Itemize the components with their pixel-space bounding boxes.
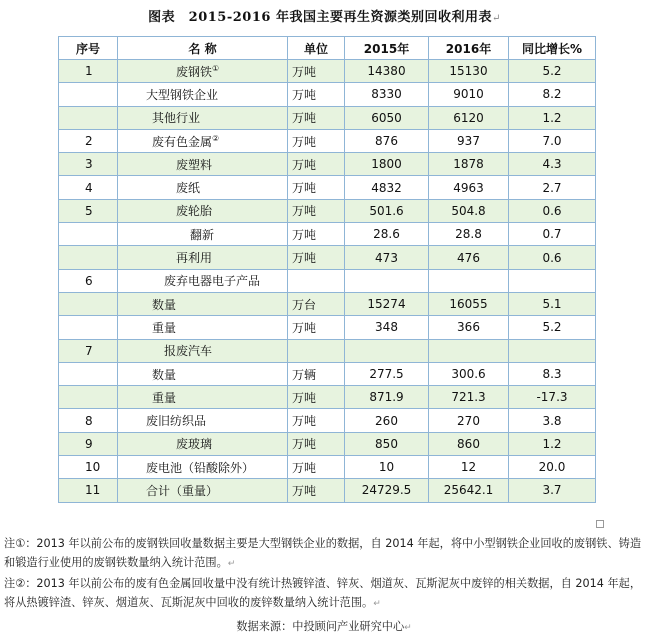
cell-unit-text: 万吨	[292, 437, 317, 452]
cell-2016	[429, 479, 509, 502]
cell-2015-text: 871.9	[369, 390, 404, 405]
cell-2015-text: 876	[375, 134, 398, 149]
cell-2015	[345, 176, 429, 199]
cell-name	[118, 83, 288, 106]
cell-index-text: 7	[85, 343, 93, 358]
cell-growth	[509, 362, 596, 385]
cell-unit	[288, 153, 345, 176]
header-2016: 2016年	[429, 37, 509, 60]
cell-index-text: 1	[85, 64, 93, 79]
cell-2015-text: 348	[375, 320, 398, 335]
cell-2015-text: 24729.5	[361, 483, 412, 498]
cell-name-text: 废轮胎	[176, 204, 213, 219]
table-row	[59, 316, 596, 339]
cell-name	[118, 153, 288, 176]
cell-2015-text: 501.6	[369, 203, 404, 218]
cell-index-text: 4	[85, 180, 93, 195]
cell-index	[59, 199, 118, 222]
cell-unit-text: 万辆	[292, 367, 317, 382]
table-row	[59, 432, 596, 455]
cell-name-text: 数量	[152, 367, 177, 382]
cell-name	[118, 386, 288, 409]
cell-growth	[509, 83, 596, 106]
cell-growth	[509, 479, 596, 502]
table-title-text: 图表 2015-2016 年我国主要再生资源类别回收利用表	[148, 10, 492, 25]
cell-unit	[288, 223, 345, 246]
footnote-2	[4, 574, 644, 614]
cell-index	[59, 269, 118, 292]
cell-unit-text: 万吨	[292, 320, 317, 335]
data-source-text: 数据来源：中投顾问产业研究中心	[236, 620, 405, 633]
table-row	[59, 153, 596, 176]
table-row	[59, 106, 596, 129]
cell-index	[59, 432, 118, 455]
header-unit: 单位	[288, 37, 345, 60]
cell-unit	[288, 409, 345, 432]
cell-name	[118, 246, 288, 269]
cell-name	[118, 479, 288, 502]
cell-name	[118, 409, 288, 432]
cell-unit	[288, 292, 345, 315]
cell-unit	[288, 456, 345, 479]
cell-name-text: 废纸	[176, 181, 201, 196]
paragraph-mark-icon: ↵	[373, 599, 381, 609]
cell-unit-text: 万吨	[292, 390, 317, 405]
cell-2016	[429, 362, 509, 385]
cell-2015-text: 4832	[371, 180, 402, 195]
cell-index-text: 11	[85, 483, 101, 498]
cell-index	[59, 292, 118, 315]
cell-2015	[345, 106, 429, 129]
cell-name	[118, 129, 288, 152]
cell-index-text: 5	[85, 203, 93, 218]
cell-index-text: 8	[85, 413, 93, 428]
table-row	[59, 199, 596, 222]
cell-2015	[345, 362, 429, 385]
cell-unit-text: 万吨	[292, 87, 317, 102]
paragraph-mark-icon: ↵	[404, 623, 412, 633]
cell-index	[59, 479, 118, 502]
cell-name-text: 废弃电器电子产品	[164, 274, 261, 289]
cell-2016-text: 721.3	[451, 390, 486, 405]
cell-2016	[429, 199, 509, 222]
cell-growth-text: -17.3	[536, 390, 568, 405]
cell-2016-text: 28.8	[455, 227, 482, 242]
cell-2015	[345, 246, 429, 269]
data-source	[4, 617, 644, 638]
cell-name	[118, 176, 288, 199]
cell-growth	[509, 339, 596, 362]
cell-index	[59, 316, 118, 339]
cell-unit	[288, 199, 345, 222]
cell-2016	[429, 386, 509, 409]
footnote-marker: ①	[212, 63, 220, 73]
cell-index-text: 3	[85, 157, 93, 172]
cell-2016-text: 476	[457, 250, 480, 265]
cell-unit-text: 万吨	[292, 251, 317, 266]
cell-unit-text: 万吨	[292, 64, 317, 79]
cell-growth	[509, 246, 596, 269]
cell-unit-text: 万吨	[292, 111, 317, 126]
cell-name	[118, 199, 288, 222]
cell-unit	[288, 60, 345, 83]
paragraph-mark-icon: ↵	[491, 13, 501, 24]
cell-index	[59, 153, 118, 176]
cell-unit-text: 万吨	[292, 134, 317, 149]
cell-index	[59, 409, 118, 432]
cell-unit-text: 万吨	[292, 460, 317, 475]
cell-2015-text: 8330	[371, 87, 402, 102]
cell-2016	[429, 339, 509, 362]
cell-name-text: 废有色金属	[152, 134, 213, 149]
cell-2016	[429, 60, 509, 83]
cell-unit	[288, 432, 345, 455]
cell-2015-text: 850	[375, 436, 398, 451]
cell-growth-text: 0.6	[542, 250, 562, 265]
cell-growth	[509, 199, 596, 222]
cell-name	[118, 339, 288, 362]
cell-growth-text: 3.7	[542, 483, 562, 498]
cell-2016	[429, 129, 509, 152]
cell-growth	[509, 316, 596, 339]
table-row	[59, 386, 596, 409]
cell-index	[59, 60, 118, 83]
cell-index	[59, 129, 118, 152]
cell-2016-text: 16055	[449, 297, 488, 312]
cell-unit	[288, 269, 345, 292]
cell-2016	[429, 432, 509, 455]
cell-name	[118, 223, 288, 246]
cell-2016	[429, 153, 509, 176]
cell-growth	[509, 432, 596, 455]
cell-unit-text: 万吨	[292, 204, 317, 219]
cell-index-text: 6	[85, 273, 93, 288]
cell-name-text: 废塑料	[176, 157, 213, 172]
cell-name-text: 废电池（铅酸除外）	[146, 460, 255, 475]
cell-index-text: 10	[85, 460, 101, 475]
cell-index	[59, 456, 118, 479]
table-row	[59, 456, 596, 479]
cell-2016-text: 504.8	[451, 203, 486, 218]
header-name: 名 称	[118, 37, 288, 60]
cell-growth-text: 4.3	[542, 157, 562, 172]
cell-2016	[429, 269, 509, 292]
table-title	[0, 6, 649, 25]
cell-unit-text: 万吨	[292, 483, 317, 498]
cell-unit	[288, 176, 345, 199]
cell-2016	[429, 223, 509, 246]
paragraph-mark-icon: ↵	[227, 559, 236, 569]
cell-2016-text: 12	[460, 460, 477, 475]
cell-unit-text: 万吨	[292, 181, 317, 196]
cell-name-text: 数量	[152, 297, 177, 312]
cell-unit	[288, 362, 345, 385]
cell-name-text: 大型钢铁企业	[146, 87, 219, 102]
recycling-table	[58, 36, 596, 503]
cell-2015-text: 6050	[371, 110, 402, 125]
cell-growth-text: 7.0	[542, 134, 562, 149]
cell-name	[118, 269, 288, 292]
table-row	[59, 479, 596, 502]
footnotes	[4, 534, 644, 638]
cell-growth	[509, 129, 596, 152]
cell-index-text: 2	[85, 134, 93, 149]
cell-2015	[345, 432, 429, 455]
table-row	[59, 83, 596, 106]
cell-2016	[429, 316, 509, 339]
cell-2015	[345, 269, 429, 292]
cell-growth	[509, 60, 596, 83]
table-row	[59, 246, 596, 269]
cell-growth-text: 20.0	[538, 460, 566, 475]
cell-2016-text: 1878	[453, 157, 484, 172]
table-row	[59, 223, 596, 246]
table-resize-handle[interactable]	[596, 520, 604, 528]
table-row	[59, 409, 596, 432]
cell-growth	[509, 106, 596, 129]
cell-2016-text: 6120	[453, 110, 484, 125]
cell-2015	[345, 292, 429, 315]
cell-unit	[288, 386, 345, 409]
cell-2015	[345, 83, 429, 106]
cell-index	[59, 362, 118, 385]
cell-2015-text: 10	[378, 460, 395, 475]
cell-name	[118, 456, 288, 479]
cell-2016-text: 300.6	[451, 367, 486, 381]
cell-name	[118, 106, 288, 129]
footnote-2-text: 注②：2013 年以前公布的废有色金属回收量中没有统计热镀锌渣、锌灰、烟道灰、瓦斯泥灰中废锌的相关数据，自 2014 年起，将从热镀锌渣、锌灰、烟道灰、瓦斯泥灰中回收的废锌数量纳入统计范围。	[4, 577, 642, 609]
cell-growth	[509, 456, 596, 479]
cell-growth-text: 8.2	[542, 87, 562, 102]
cell-unit-text: 万吨	[292, 227, 317, 242]
cell-2015-text: 473	[375, 250, 398, 265]
header-index: 序号	[59, 37, 118, 60]
cell-name-text: 其他行业	[152, 111, 201, 126]
cell-name-text: 废旧纺织品	[146, 414, 207, 429]
header-growth: 同比增长%	[509, 37, 596, 60]
cell-growth-text: 8.3	[542, 367, 562, 381]
cell-2015	[345, 339, 429, 362]
cell-unit	[288, 479, 345, 502]
cell-2015	[345, 60, 429, 83]
cell-2015	[345, 316, 429, 339]
cell-name	[118, 316, 288, 339]
cell-index	[59, 223, 118, 246]
cell-growth	[509, 409, 596, 432]
table-row	[59, 339, 596, 362]
cell-growth-text: 1.2	[542, 436, 562, 451]
cell-2015-text: 1800	[371, 157, 402, 172]
table-row	[59, 60, 596, 83]
cell-2016-text: 860	[457, 436, 480, 451]
cell-2015	[345, 456, 429, 479]
cell-2016	[429, 292, 509, 315]
header-2015: 2015年	[345, 37, 429, 60]
cell-name-text: 重量	[152, 320, 177, 335]
cell-name-text: 重量	[152, 390, 177, 405]
cell-2016	[429, 83, 509, 106]
cell-name	[118, 362, 288, 385]
cell-growth-text: 0.7	[542, 227, 562, 242]
cell-unit	[288, 316, 345, 339]
cell-2016-text: 366	[457, 320, 480, 335]
cell-name-text: 报废汽车	[164, 344, 213, 359]
cell-unit	[288, 83, 345, 106]
cell-name-text: 翻新	[190, 227, 215, 242]
cell-2015	[345, 199, 429, 222]
table-row	[59, 176, 596, 199]
cell-2016	[429, 409, 509, 432]
cell-index	[59, 106, 118, 129]
cell-unit	[288, 339, 345, 362]
cell-growth	[509, 269, 596, 292]
cell-2015	[345, 479, 429, 502]
cell-index	[59, 386, 118, 409]
cell-growth-text: 5.1	[542, 297, 562, 312]
cell-2016-text: 25642.1	[443, 483, 494, 498]
cell-2016-text: 15130	[449, 64, 488, 79]
cell-growth	[509, 292, 596, 315]
cell-index	[59, 339, 118, 362]
cell-growth-text: 5.2	[542, 64, 562, 79]
cell-unit-text: 万吨	[292, 157, 317, 172]
cell-2016-text: 9010	[453, 87, 484, 102]
cell-growth-text: 1.2	[542, 110, 562, 125]
cell-growth	[509, 153, 596, 176]
cell-name-text: 合计（重量）	[146, 483, 219, 498]
cell-unit	[288, 129, 345, 152]
cell-growth-text: 5.2	[542, 320, 562, 335]
cell-2016-text: 270	[457, 413, 480, 428]
cell-growth-text: 3.8	[542, 413, 562, 428]
cell-2015	[345, 223, 429, 246]
cell-name	[118, 432, 288, 455]
footnote-1	[4, 534, 644, 574]
table-header-row	[59, 37, 596, 60]
cell-2016	[429, 106, 509, 129]
cell-growth	[509, 176, 596, 199]
cell-2015	[345, 129, 429, 152]
cell-2015-text: 14380	[367, 64, 406, 79]
footnote-marker: ②	[212, 133, 220, 143]
cell-2015	[345, 386, 429, 409]
table-row	[59, 292, 596, 315]
cell-name-text: 废钢铁	[176, 64, 213, 79]
cell-name-text: 再利用	[176, 251, 213, 266]
cell-growth	[509, 223, 596, 246]
cell-2015-text: 260	[375, 413, 398, 428]
cell-2015-text: 28.6	[373, 227, 400, 242]
cell-unit	[288, 246, 345, 269]
cell-2016	[429, 456, 509, 479]
cell-2016-text: 937	[457, 134, 480, 149]
cell-unit-text: 万台	[292, 297, 317, 312]
cell-index-text: 9	[85, 436, 93, 451]
cell-2016-text: 4963	[453, 180, 484, 195]
table-row	[59, 362, 596, 385]
cell-2015	[345, 409, 429, 432]
cell-unit-text: 万吨	[292, 414, 317, 429]
cell-growth-text: 2.7	[542, 180, 562, 195]
cell-2015-text: 15274	[367, 297, 406, 312]
cell-2015-text: 277.5	[369, 367, 404, 381]
table-row	[59, 129, 596, 152]
cell-2015	[345, 153, 429, 176]
table-row	[59, 269, 596, 292]
cell-index	[59, 246, 118, 269]
cell-index	[59, 176, 118, 199]
cell-2016	[429, 176, 509, 199]
footnote-1-text: 注①：2013 年以前公布的废钢铁回收量数据主要是大型钢铁企业的数据，自 2014 年起，将中小型钢铁企业回收的废钢铁、铸造和锻造行业使用的废钢铁数量纳入统计范围。	[4, 537, 642, 569]
cell-index	[59, 83, 118, 106]
cell-name	[118, 292, 288, 315]
cell-growth	[509, 386, 596, 409]
cell-unit	[288, 106, 345, 129]
cell-name	[118, 60, 288, 83]
cell-growth-text: 0.6	[542, 203, 562, 218]
cell-name-text: 废玻璃	[176, 437, 213, 452]
cell-2016	[429, 246, 509, 269]
